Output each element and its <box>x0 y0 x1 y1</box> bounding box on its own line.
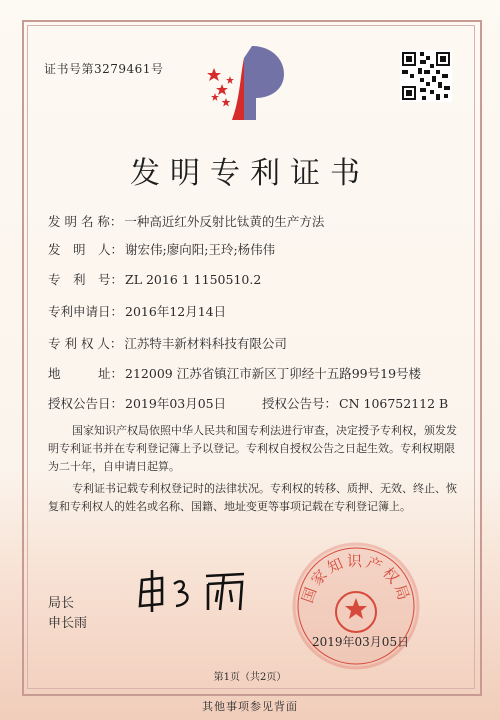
field-label: 发 明 人： <box>48 242 124 257</box>
field-value: 2019年03月05日 <box>125 396 227 411</box>
legal-status-text: 专利证书记载专利权登记时的法律状况。专利权的转移、质押、无效、终止、恢复和专利权人的姓名或名称、国籍、地址变更等事项记载在专利登记簿上。 <box>48 482 457 513</box>
signatory-name: 申长雨 <box>48 616 88 631</box>
field-announcement-number <box>262 394 448 412</box>
field-invention-name <box>48 212 324 230</box>
field-address <box>48 364 421 382</box>
qr-code-icon <box>400 50 452 102</box>
field-patentee <box>48 334 287 352</box>
field-value: 212009 江苏省镇江市新区丁卯经十五路99号19号楼 <box>125 366 422 381</box>
field-label: 专利申请日： <box>48 304 124 319</box>
field-value: 谢宏伟;廖向阳;王玲;杨伟伟 <box>125 242 276 257</box>
footer-note: 其他事项参见背面 <box>202 700 298 713</box>
field-label: 授权公告日： <box>48 396 124 411</box>
field-value: 2016年12月14日 <box>125 304 227 319</box>
field-value: 江苏特丰新材料科技有限公司 <box>124 336 287 351</box>
field-application-date <box>48 302 226 320</box>
field-label: 专 利 号： <box>48 272 124 287</box>
legal-status-paragraph <box>48 480 458 516</box>
seal-text: 国家知识产权局 <box>298 552 414 606</box>
field-value: CN 106752112 B <box>339 396 449 411</box>
field-label: 专 利 权 人： <box>48 336 123 351</box>
field-patent-number <box>48 270 261 288</box>
handwritten-signature-icon <box>132 566 282 616</box>
field-label: 发 明 名 称： <box>48 214 123 229</box>
field-grant-date <box>48 394 226 412</box>
field-value: 一种高近红外反射比钛黄的生产方法 <box>124 214 325 229</box>
grant-statement-text: 国家知识产权局依照中华人民共和国专利法进行审查，决定授予专利权，颁发发明专利证书并在专利登记簿上予以登记。专利权自授权公告之日起生效。专利权期限为二十年，自申请日起算。 <box>48 424 457 473</box>
patent-office-logo-icon <box>200 38 300 128</box>
field-inventors <box>48 240 275 258</box>
field-label: 地 址： <box>48 366 124 381</box>
field-value: ZL 2016 1 1150510.2 <box>125 272 262 287</box>
signatory-title: 局长 <box>48 596 75 611</box>
seal-date: 2019年03月05日 <box>312 635 410 649</box>
certificate-number: 证书号第3279461号 <box>44 62 164 76</box>
field-label: 授权公告号： <box>262 396 338 411</box>
certificate-title: 发明专利证书 <box>130 156 370 191</box>
grant-statement-paragraph <box>48 422 458 476</box>
page-indicator: 第1页（共2页） <box>213 672 287 683</box>
official-seal <box>290 540 422 672</box>
